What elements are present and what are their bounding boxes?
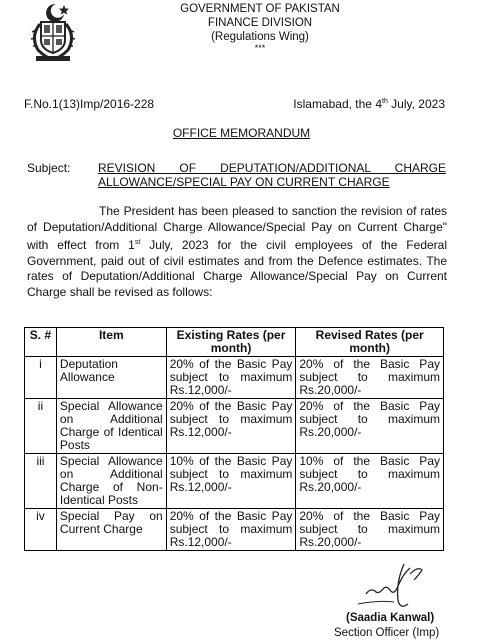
row-revised-rate: 20% of the Basic Pay subject to maximum Rs.20,000/- <box>296 399 444 454</box>
row-existing-rate: 20% of the Basic Pay subject to maximum Rs.12,000/- <box>166 509 296 551</box>
row-sno: iii <box>25 454 57 509</box>
table-row <box>25 454 444 509</box>
header-stars: *** <box>254 43 266 53</box>
row-sno: ii <box>25 399 57 454</box>
row-existing-rate: 20% of the Basic Pay subject to maximum Rs.12,000/- <box>166 357 296 399</box>
body-line <box>27 235 447 254</box>
wing-name: (Regulations Wing) <box>211 31 309 43</box>
header-item: Item <box>56 328 166 357</box>
place-date-ordinal: th <box>382 98 388 105</box>
row-sno: iv <box>25 509 57 551</box>
row-existing-rate: 10% of the Basic Pay subject to maximum Rs.12,000/- <box>166 454 296 509</box>
body-text: July, 2023 for the civil employees of the Federal <box>140 238 447 252</box>
body-line: Charge shall be revised as follows: <box>27 284 213 299</box>
division-name: FINANCE DIVISION <box>207 17 313 29</box>
row-revised-rate: 20% of the Basic Pay subject to maximum Rs.20,000/- <box>296 357 444 399</box>
body-text: with effect from 1 <box>27 238 135 252</box>
ordinal-suffix: st <box>134 239 141 246</box>
table-row <box>25 399 444 454</box>
subject-label: Subject: <box>27 161 71 175</box>
memo-title: OFFICE MEMORANDUM <box>172 126 311 140</box>
body-line: rates of Deputation/Additional Charge Allowance/Special Pay on Current <box>27 269 447 283</box>
row-item: Deputation Allowance <box>56 357 166 399</box>
row-item: Special Allowance on Additional Charge of Non-Identical Posts <box>56 454 166 509</box>
place-date-suffix: July, 2023 <box>387 97 445 111</box>
handwritten-signature <box>348 560 432 612</box>
header-existing-rates: Existing Rates (per month) <box>166 328 296 357</box>
signatory-title: Section Officer (Imp) <box>334 627 440 639</box>
row-revised-rate: 10% of the Basic Pay subject to maximum Rs.20,000/- <box>296 454 444 509</box>
row-sno: i <box>25 357 57 399</box>
memo-heading <box>0 126 483 140</box>
letterhead <box>150 2 370 53</box>
row-revised-rate: 20% of the Basic Pay subject to maximum Rs.20,000/- <box>296 509 444 551</box>
header-sno: S. # <box>25 328 57 357</box>
row-item: Special Pay on Current Charge <box>56 509 166 551</box>
place-date <box>293 97 445 111</box>
body-line: of Deputation/Additional Charge Allowance/Special Pay on Current Charge" <box>27 219 447 234</box>
rates-table <box>24 327 444 551</box>
table-row <box>25 357 444 399</box>
file-number: F.No.1(13)Imp/2016-228 <box>24 97 155 111</box>
place-date-prefix: Islamabad, the 4 <box>293 97 382 111</box>
row-item: Special Allowance on Additional Charge of Identical Posts <box>56 399 166 454</box>
signatory-name: (Saadia Kanwal) <box>346 612 435 624</box>
header-revised-rates: Revised Rates (per month) <box>296 328 444 357</box>
row-existing-rate: 20% of the Basic Pay subject to maximum Rs.12,000/- <box>166 399 296 454</box>
body-line: Government, paid out of civil estimates and from the Defence estimates. The <box>27 253 447 268</box>
body-paragraph <box>27 204 447 300</box>
table-row <box>25 509 444 551</box>
government-name: GOVERNMENT OF PAKISTAN <box>180 3 340 15</box>
state-emblem-icon <box>26 2 80 62</box>
subject-text: REVISION OF DEPUTATION/ADDITIONAL CHARGE ALLOWANCE/SPECIAL PAY ON CURRENT CHARGE <box>98 161 446 189</box>
table-header-row <box>25 328 444 357</box>
body-line: The President has been pleased to sanction the revision of rates <box>99 204 447 218</box>
